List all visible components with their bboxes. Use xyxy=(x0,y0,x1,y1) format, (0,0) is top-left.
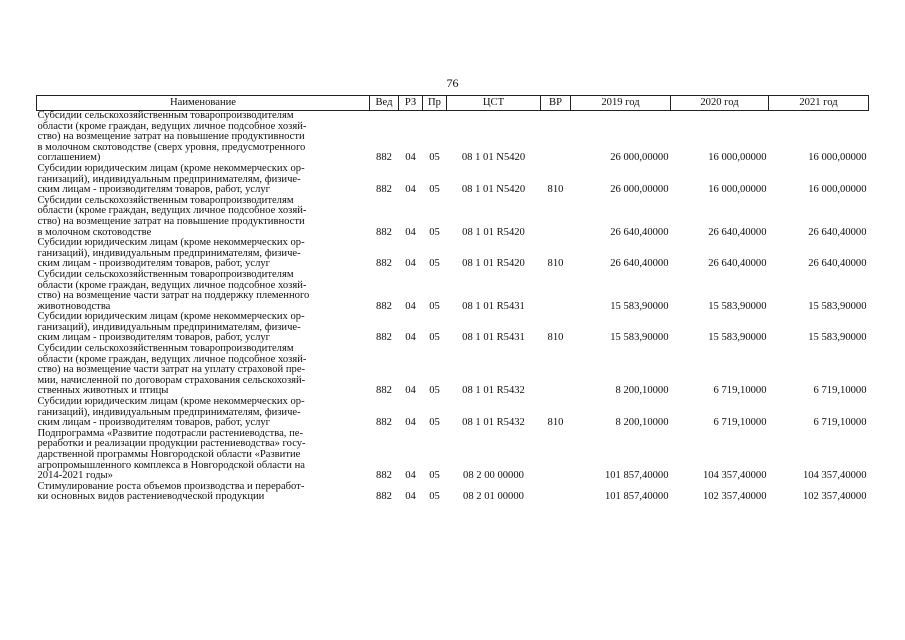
cell-2021: 16 000,00000 xyxy=(808,152,867,164)
cell-2021: 15 583,90000 xyxy=(808,332,867,344)
cell-ved: 882 xyxy=(376,491,392,503)
cell-ved: 882 xyxy=(376,417,392,429)
name-line: ство) на возмещение части затрат на уплату страховой пре- xyxy=(37,364,306,376)
cell-2020: 6 719,10000 xyxy=(713,417,767,429)
cell-2020: 16 000,00000 xyxy=(708,184,767,196)
cell-2021: 16 000,00000 xyxy=(808,184,867,196)
cell-2019: 8 200,10000 xyxy=(615,417,669,429)
cell-cst: 08 1 01 R5432 xyxy=(462,385,525,397)
name-line: 2014-2021 годы» xyxy=(37,470,113,482)
col-header-pr: Пр xyxy=(423,96,447,111)
name-line: области (кроме граждан, ведущих личное подсобное хозяй- xyxy=(37,353,307,365)
table-row xyxy=(37,397,869,429)
col-header-vr: ВР xyxy=(541,96,571,111)
cell-ved: 882 xyxy=(376,152,392,164)
cell-vr xyxy=(541,344,571,397)
cell-cst: 08 1 01 N5420 xyxy=(461,152,526,164)
name-line: ским лицам - производителям товаров, работ, услуг xyxy=(37,332,271,344)
name-line: дарственной программы Новгородской области «Развитие xyxy=(37,449,301,460)
name-line: животноводства xyxy=(37,300,111,312)
col-header-cst: ЦСТ xyxy=(447,96,541,111)
table-body xyxy=(37,111,869,503)
col-header-rz: РЗ xyxy=(399,96,423,111)
name-line: Субсидии юридическим лицам (кроме некоммерческих ор- xyxy=(37,162,305,174)
name-line: Субсидии сельскохозяйственным товаропроизводителям xyxy=(37,194,294,206)
table-row xyxy=(37,238,869,270)
cell-rz: 04 xyxy=(405,332,416,344)
cell-2021: 26 640,40000 xyxy=(808,226,867,238)
cell-rz: 04 xyxy=(405,385,416,397)
cell-vr: 810 xyxy=(547,417,564,429)
name-line: ганизаций), индивидуальным предпринимателям, физиче- xyxy=(37,321,301,333)
cell-cst: 08 1 01 N5420 xyxy=(461,184,526,196)
name-line: области (кроме граждан, ведущих личное подсобное хозяй- xyxy=(37,279,307,291)
cell-pr: 05 xyxy=(429,300,440,312)
cell-pr: 05 xyxy=(429,258,440,270)
cell-2019: 15 583,90000 xyxy=(610,332,669,344)
name-line: Субсидии юридическим лицам (кроме некоммерческих ор- xyxy=(37,237,305,249)
cell-name xyxy=(37,164,370,196)
cell-2021: 15 583,90000 xyxy=(808,300,867,312)
cell-cst: 08 1 01 R5431 xyxy=(462,332,525,344)
name-line: реработки и реализации продукции растениеводства» госу- xyxy=(37,438,306,450)
cell-2020: 6 719,10000 xyxy=(713,385,767,397)
col-header-2021: 2021 год xyxy=(769,96,869,111)
name-line: ки основных видов растениеводческой продукции xyxy=(37,491,265,503)
cell-rz: 04 xyxy=(405,300,416,312)
cell-vr xyxy=(541,429,571,482)
cell-2021: 6 719,10000 xyxy=(813,385,867,397)
cell-pr: 05 xyxy=(429,491,440,503)
name-line: ганизаций), индивидуальным предпринимателям, физиче- xyxy=(37,247,301,259)
cell-2020: 102 357,40000 xyxy=(702,491,767,503)
cell-rz: 04 xyxy=(405,152,416,164)
cell-ved: 882 xyxy=(376,300,392,312)
cell-vr xyxy=(541,482,571,503)
cell-cst: 08 2 00 00000 xyxy=(463,470,524,482)
cell-cst: 08 1 01 R5431 xyxy=(462,300,525,312)
cell-2019: 26 000,00000 xyxy=(610,152,669,164)
col-header-2019: 2019 год xyxy=(571,96,671,111)
name-line: ство) на возмещение части затрат на поддержку племенного xyxy=(37,290,310,302)
header-row xyxy=(37,96,869,111)
name-line: Субсидии сельскохозяйственным товаропроизводителям xyxy=(37,110,294,121)
table-row xyxy=(37,312,869,344)
cell-2019: 101 857,40000 xyxy=(604,491,669,503)
col-header-2020: 2020 год xyxy=(671,96,769,111)
name-line: Стимулирование роста объемов производства и переработ- xyxy=(37,480,305,492)
table-row xyxy=(37,164,869,196)
table-row xyxy=(37,429,869,482)
cell-cst: 08 1 01 R5420 xyxy=(462,258,525,270)
cell-2021: 102 357,40000 xyxy=(802,491,867,503)
cell-2020: 15 583,90000 xyxy=(708,332,767,344)
table-header xyxy=(37,96,869,111)
cell-ved: 882 xyxy=(376,184,392,196)
name-line: Субсидии сельскохозяйственным товаропроизводителям xyxy=(37,268,294,280)
col-header-name: Наименование xyxy=(37,96,370,111)
page-number: 76 xyxy=(446,76,459,90)
cell-pr: 05 xyxy=(429,226,440,238)
name-line: Подпрограмма «Развитие подотрасли растениеводства, пе- xyxy=(37,427,303,439)
table-row xyxy=(37,196,869,238)
table-row xyxy=(37,482,869,503)
cell-pr: 05 xyxy=(429,332,440,344)
cell-2020: 104 357,40000 xyxy=(702,470,767,482)
cell-name xyxy=(37,270,370,312)
cell-name xyxy=(37,482,370,503)
cell-2020: 16 000,00000 xyxy=(708,152,767,164)
name-line: области (кроме граждан, ведущих личное подсобное хозяй- xyxy=(37,205,307,217)
cell-2021: 26 640,40000 xyxy=(808,258,867,270)
table-row xyxy=(37,270,869,312)
table-row xyxy=(37,111,869,164)
name-line: ским лицам - производителям товаров, работ, услуг xyxy=(37,184,271,196)
name-line: ственных животных и птицы xyxy=(37,385,169,397)
cell-rz: 04 xyxy=(405,184,416,196)
name-line: в молочном скотоводстве (сверх уровня, предусмотренного xyxy=(37,141,306,153)
name-line: мии, начисленной по договорам страхования сельскохозяй- xyxy=(37,374,306,386)
cell-name xyxy=(37,238,370,270)
cell-name xyxy=(37,397,370,429)
cell-pr: 05 xyxy=(429,417,440,429)
cell-ved: 882 xyxy=(376,226,392,238)
cell-pr: 05 xyxy=(429,385,440,397)
name-line: ство) на возмещение затрат на повышение продуктивности xyxy=(37,215,305,227)
name-line: Субсидии юридическим лицам (кроме некоммерческих ор- xyxy=(37,311,305,323)
name-line: в молочном скотоводстве xyxy=(37,226,152,238)
name-line: ганизаций), индивидуальным предпринимателям, физиче- xyxy=(37,406,301,418)
cell-pr: 05 xyxy=(429,152,440,164)
col-header-ved: Вед xyxy=(370,96,399,111)
cell-pr: 05 xyxy=(429,184,440,196)
cell-ved: 882 xyxy=(376,332,392,344)
name-line: агропромышленного комплекса в Новгородской области на xyxy=(37,459,305,471)
cell-2020: 15 583,90000 xyxy=(708,300,767,312)
cell-vr xyxy=(541,270,571,312)
cell-2021: 6 719,10000 xyxy=(813,417,867,429)
cell-vr: 810 xyxy=(547,184,564,196)
name-line: ским лицам - производителям товаров, работ, услуг xyxy=(37,417,271,429)
cell-ved: 882 xyxy=(376,470,392,482)
cell-cst: 08 2 01 00000 xyxy=(463,491,524,503)
cell-2019: 8 200,10000 xyxy=(615,385,669,397)
cell-2019: 101 857,40000 xyxy=(604,470,669,482)
cell-rz: 04 xyxy=(405,470,416,482)
cell-2019: 15 583,90000 xyxy=(610,300,669,312)
budget-table xyxy=(36,95,869,503)
cell-ved: 882 xyxy=(376,258,392,270)
name-line: соглашением) xyxy=(37,152,101,164)
name-line: ским лицам - производителям товаров, работ, услуг xyxy=(37,258,271,270)
cell-2020: 26 640,40000 xyxy=(708,258,767,270)
cell-vr xyxy=(541,196,571,238)
cell-name xyxy=(37,312,370,344)
name-line: ство) на возмещение затрат на повышение продуктивности xyxy=(37,131,305,143)
name-line: Субсидии юридическим лицам (кроме некоммерческих ор- xyxy=(37,396,305,408)
cell-cst: 08 1 01 R5432 xyxy=(462,417,525,429)
cell-vr: 810 xyxy=(547,258,564,270)
cell-vr xyxy=(541,111,571,164)
cell-vr: 810 xyxy=(547,332,564,344)
cell-name xyxy=(37,429,370,482)
cell-rz: 04 xyxy=(405,226,416,238)
cell-name xyxy=(37,344,370,397)
name-line: области (кроме граждан, ведущих личное подсобное хозяй- xyxy=(37,120,307,132)
cell-2019: 26 000,00000 xyxy=(610,184,669,196)
cell-2020: 26 640,40000 xyxy=(708,226,767,238)
name-line: ганизаций), индивидуальным предпринимателям, физиче- xyxy=(37,173,301,185)
table-row xyxy=(37,344,869,397)
cell-2021: 104 357,40000 xyxy=(802,470,867,482)
cell-pr: 05 xyxy=(429,470,440,482)
cell-rz: 04 xyxy=(405,417,416,429)
cell-name xyxy=(37,196,370,238)
cell-name xyxy=(37,111,370,164)
cell-rz: 04 xyxy=(405,258,416,270)
cell-2019: 26 640,40000 xyxy=(610,258,669,270)
cell-cst: 08 1 01 R5420 xyxy=(462,226,525,238)
cell-2019: 26 640,40000 xyxy=(610,226,669,238)
cell-rz: 04 xyxy=(405,491,416,503)
name-line: Субсидии сельскохозяйственным товаропроизводителям xyxy=(37,343,294,355)
cell-ved: 882 xyxy=(376,385,392,397)
